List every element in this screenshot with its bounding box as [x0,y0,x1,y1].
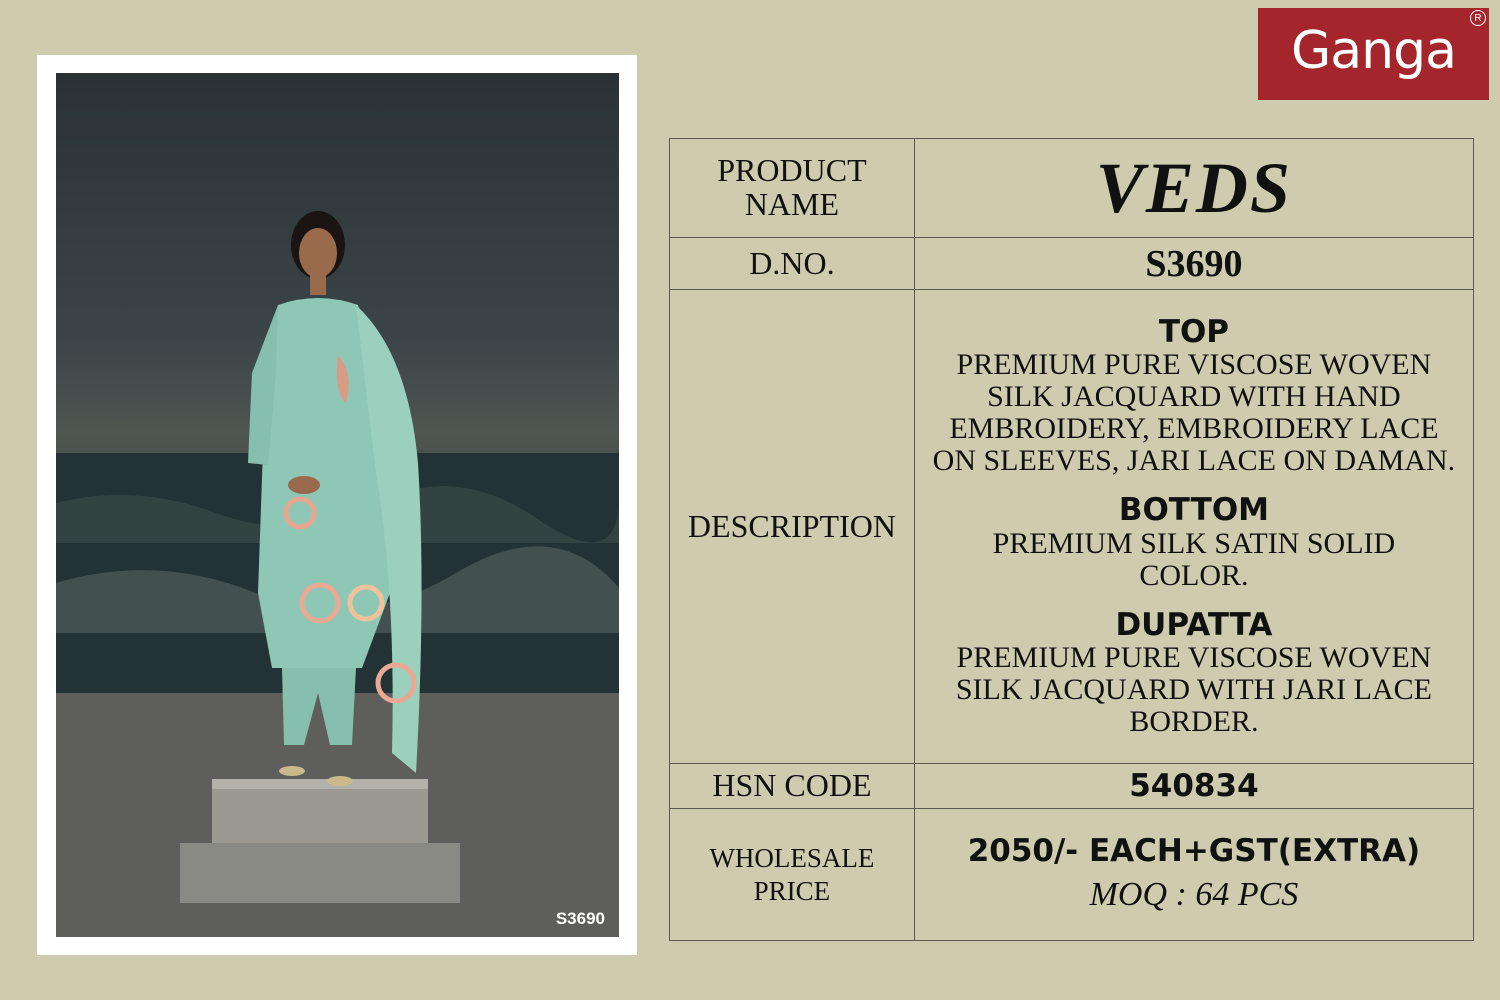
face [299,228,337,278]
price-value: 2050/- EACH+GST(EXTRA) [967,832,1421,869]
dupatta-heading: DUPATTA [1115,606,1273,643]
product-photo [56,73,619,937]
product-photo-frame [37,55,637,955]
product-name-label: PRODUCT NAME [670,139,915,238]
price-value-cell [914,809,1473,941]
product-name-value-cell [914,139,1473,238]
table-row-hsn [670,764,1474,809]
product-info-table [669,138,1474,941]
table-row-price [670,809,1474,941]
ganga-logo [1258,8,1489,100]
top-text: PREMIUM PURE VISCOSE WOVEN SILK JACQUARD WITH HAND EMBROIDERY, EMBROIDERY LACE ON SLEEVES, JARI LACE ON DAMAN. [932,348,1456,478]
bottom-heading: BOTTOM [1118,492,1270,529]
hsn-label: HSN CODE [670,764,915,809]
registered-mark-icon: R [1470,10,1486,26]
dno-label: D.NO. [670,238,915,290]
step-top-surface [212,779,428,789]
table-row-product-name [670,139,1474,238]
shoe [279,766,305,776]
photo-design-code: S3690 [555,909,605,928]
description-label: DESCRIPTION [670,290,915,764]
table-row-description [670,290,1474,764]
bottom-text: PREMIUM SILK SATIN SOLID COLOR. [992,526,1396,592]
hsn-value: 540834 [1129,768,1259,804]
moq-value: MOQ : 64 PCS [1089,875,1299,913]
hsn-value-cell [914,764,1473,809]
hands [288,476,320,494]
table-row-dno [670,238,1474,290]
step-bottom [180,843,460,903]
logo-text: Ganga [1291,21,1456,81]
dupatta-text: PREMIUM PURE VISCOSE WOVEN SILK JACQUARD WITH JARI LACE BORDER. [955,640,1432,738]
neck [310,273,326,295]
shoe [327,776,353,786]
description-block [915,315,1473,738]
model-illustration [56,73,619,937]
top-heading: TOP [1158,313,1230,350]
product-name-value: VEDS [1095,147,1292,228]
dno-value-cell [914,238,1473,290]
description-value-cell [914,290,1473,764]
dno-value: S3690 [1145,242,1243,285]
price-label: WHOLESALE PRICE [670,809,915,941]
